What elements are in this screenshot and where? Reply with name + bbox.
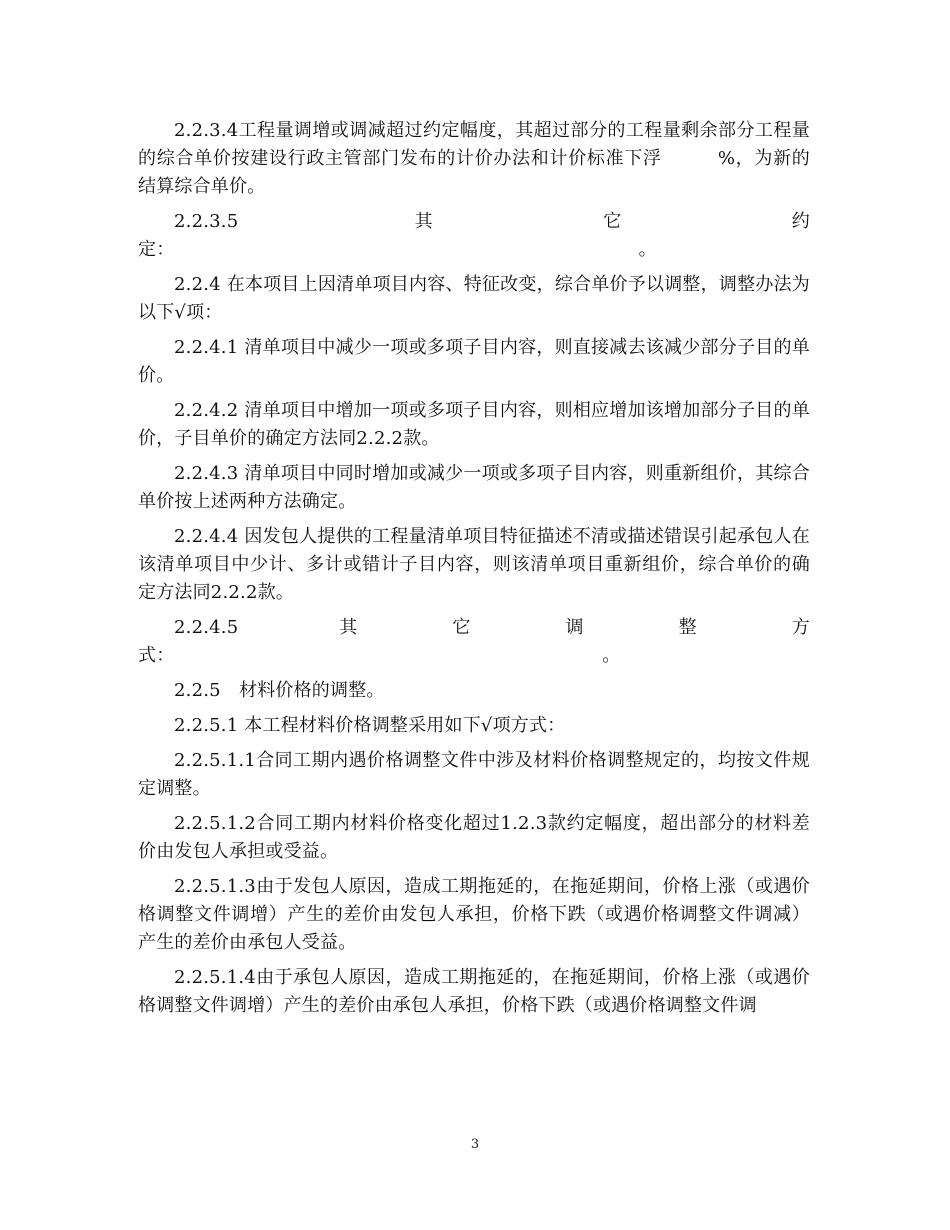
- paragraph-2-2-4-2: 2.2.4.2 清单项目中增加一项或多项子目内容，则相应增加该增加部分子目的单价，子目单价的确定方法同2.2.2款。: [138, 400, 810, 449]
- paragraph-2-2-5-1-2: 2.2.5.1.2合同工期内材料价格变化超过1.2.3款约定幅度，超出部分的材料差价由发包人承担或受益。: [138, 813, 810, 862]
- paragraph-2-2-5-1: 2.2.5.1 本工程材料价格调整采用如下√项方式：: [174, 715, 566, 736]
- paragraph-2-2-4-4: 2.2.4.4 因发包人提供的工程量清单项目特征描述不清或描述错误引起承包人在该清单项目中少计、多计或错计子目内容，则该清单项目重新组价，综合单价的确定方法同2.2.2款。: [138, 526, 810, 603]
- paragraph-2-2-3-4: 2.2.3.4工程量调增或调减超过约定幅度，其超过部分的工程量剩余部分工程量的综合单价按建设行政主管部门发布的计价办法和计价标准下浮 %，为新的结算综合单价。: [138, 120, 810, 197]
- paragraph-2-2-4-3: 2.2.4.3 清单项目中同时增加或减少一项或多项子目内容，则重新组价，其综合单价按上述两种方法确定。: [138, 463, 810, 512]
- paragraph-2-2-5: 2.2.5 材料价格的调整。: [174, 680, 385, 701]
- paragraph-2-2-5-1-4: 2.2.5.1.4由于承包人原因，造成工期拖延的，在拖延期间，价格上涨（或遇价格调整文件调增）产生的差价由承包人承担，价格下跌（或遇价格调整文件调: [138, 967, 810, 1016]
- paragraph-2-2-4-5: 2.2.4.5 其它调整方式： 。: [138, 617, 810, 666]
- paragraph-2-2-4-1: 2.2.4.1 清单项目中减少一项或多项子目内容，则直接减去该减少部分子目的单价。: [138, 337, 810, 386]
- paragraph-2-2-3-5: 2.2.3.5 其它约定： 。: [138, 211, 810, 260]
- paragraph-2-2-5-1-1: 2.2.5.1.1合同工期内遇价格调整文件中涉及材料价格调整规定的，均按文件规定调整。: [138, 750, 810, 799]
- paragraph-2-2-4: 2.2.4 在本项目上因清单项目内容、特征改变，综合单价予以调整，调整办法为以下√项：: [138, 274, 810, 323]
- paragraph-2-2-5-1-3: 2.2.5.1.3由于发包人原因，造成工期拖延的，在拖延期间，价格上涨（或遇价格调整文件调增）产生的差价由发包人承担，价格下跌（或遇价格调整文件调减）产生的差价由承包人受益。: [138, 876, 810, 953]
- document-body: [138, 117, 810, 1027]
- page-number: 3: [470, 1137, 480, 1152]
